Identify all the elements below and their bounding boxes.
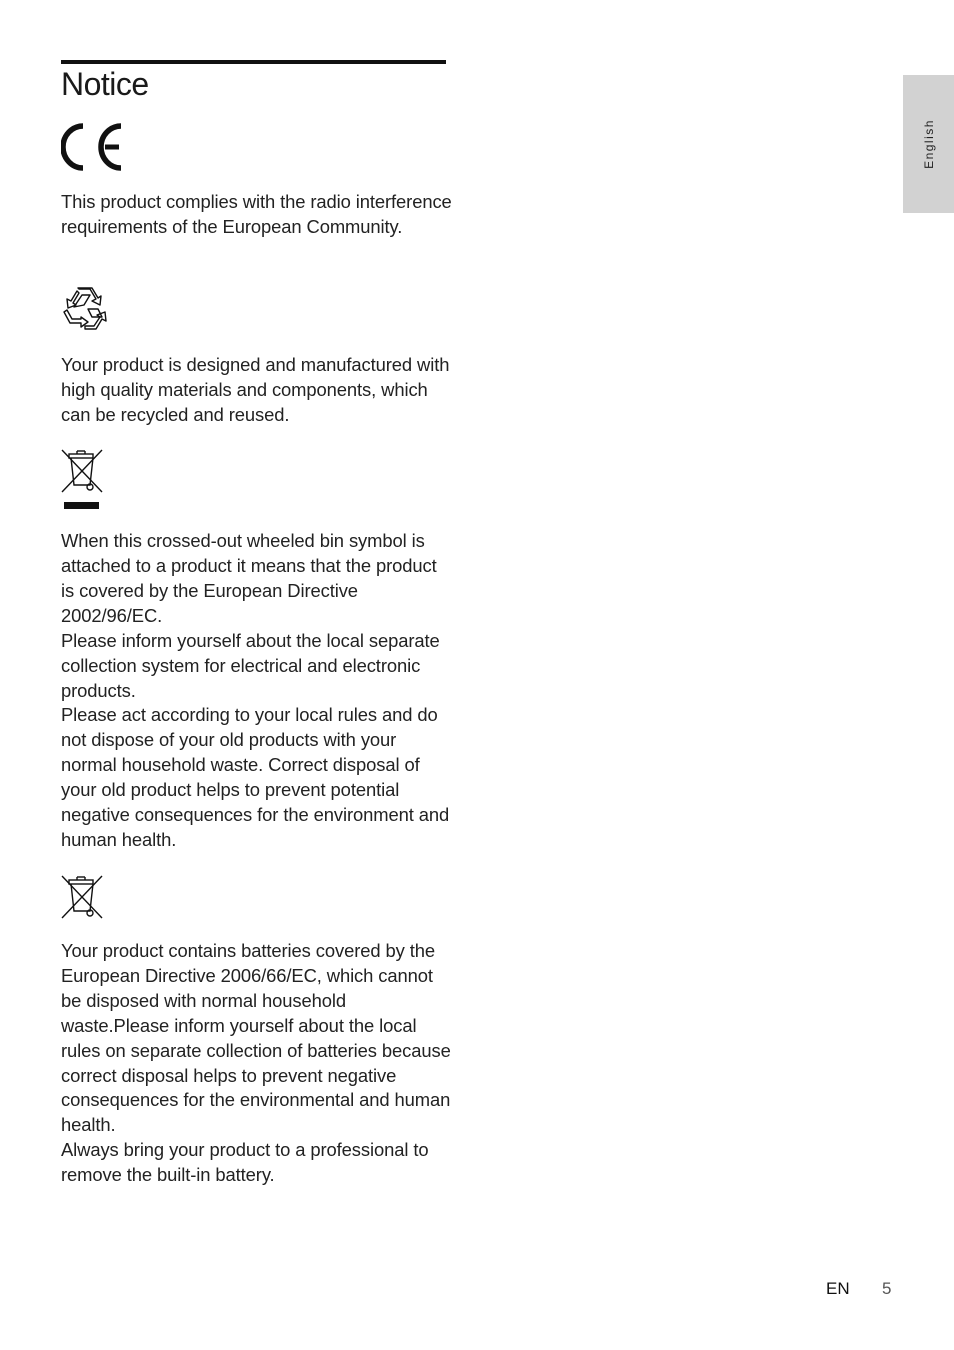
recycle-icon xyxy=(60,285,110,335)
language-tab xyxy=(903,75,954,213)
page-title: Notice xyxy=(61,66,149,102)
weee-paragraph-3: Please act according to your local rules and do not dispose of your old products with your normal household waste. Correct disposal of your old product helps to prevent potential negative consequences for the environment and human health. xyxy=(61,704,450,850)
ce-compliance-text: This product complies with the radio interference requirements of the European Community. xyxy=(61,191,452,237)
battery-paragraph-2: Always bring your product to a professional to remove the built-in battery. xyxy=(61,1139,429,1185)
battery-paragraph-1: Your product contains batteries covered by the European Directive 2006/66/EC, which cannot be disposed with normal household waste.Please inform yourself about the local rules on separate collection of batteries because correct disposal helps to prevent negative consequences for the environmental and human health. xyxy=(61,940,451,1136)
ce-mark-icon xyxy=(61,122,125,172)
title-rule xyxy=(61,60,446,64)
page-number: 5 xyxy=(882,1279,892,1298)
weee-paragraph-2: Please inform yourself about the local separate collection system for electrical and electronic products. xyxy=(61,630,440,701)
weee-paragraph-1: When this crossed-out wheeled bin symbol is attached to a product it means that the product is covered by the European Directive 2002/96/EC. xyxy=(61,530,437,626)
crossed-out-wheeled-bin-icon xyxy=(59,447,105,513)
language-tab-label: English xyxy=(921,119,936,169)
footer-language-code: EN xyxy=(826,1279,850,1298)
recycle-text: Your product is designed and manufactured with high quality materials and components, which can be recycled and reused. xyxy=(61,354,450,425)
crossed-out-battery-bin-icon xyxy=(59,873,105,921)
